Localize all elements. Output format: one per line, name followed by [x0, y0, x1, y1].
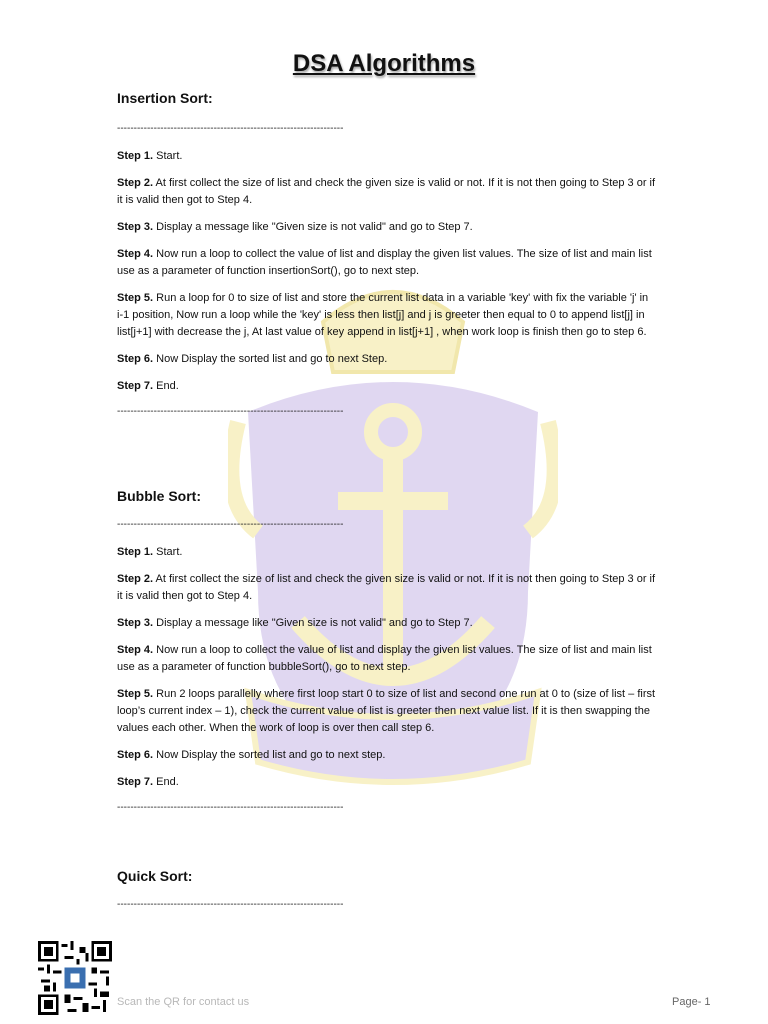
- step-label: Step 6.: [117, 749, 154, 761]
- step-text: Display a message like "Given size is not valid" and go to Step 7.: [156, 617, 473, 629]
- step-text: End.: [156, 380, 179, 392]
- step-item: [117, 774, 657, 791]
- step-text: At first collect the size of list and check the given size is valid or not. If it is not then going to Step 3 or if it is valid then got to Step 4.: [117, 177, 656, 206]
- step-item: [117, 351, 657, 368]
- step-text: Now Display the sorted list and go to next step.: [156, 749, 386, 761]
- step-item: [117, 175, 657, 209]
- qr-code-icon[interactable]: [38, 941, 112, 1015]
- bubble-sort-section: [117, 488, 657, 815]
- step-item: [117, 642, 657, 676]
- step-label: Step 7.: [117, 380, 154, 392]
- step-item: [117, 747, 657, 764]
- step-text: Run 2 loops parallelly where first loop start 0 to size of list and second one run at 0 to (size of list – first loop’s current index – 1), check the current value of list is greeter then next value list. If it is then swapping the values each other. When the work of loop is over then call step 6.: [117, 688, 656, 734]
- separator-line: --------------------------------------------------------------------: [117, 406, 344, 417]
- step-label: Step 1.: [117, 150, 154, 162]
- step-text: Start.: [156, 150, 183, 162]
- step-label: Step 1.: [117, 546, 154, 558]
- step-label: Step 3.: [117, 617, 154, 629]
- step-item: [117, 571, 657, 605]
- step-label: Step 4.: [117, 644, 154, 656]
- qr-contact-note: Scan the QR for contact us: [117, 996, 250, 1008]
- step-label: Step 7.: [117, 776, 154, 788]
- step-label: Step 4.: [117, 248, 154, 260]
- step-item: [117, 148, 657, 165]
- separator-line: --------------------------------------------------------------------: [117, 123, 344, 134]
- insertion-sort-heading: Insertion Sort:: [117, 90, 213, 106]
- step-label: Step 2.: [117, 573, 154, 585]
- step-item: [117, 246, 657, 280]
- page-number: Page- 1: [672, 996, 711, 1008]
- step-item: [117, 544, 657, 561]
- step-label: Step 2.: [117, 177, 154, 189]
- insertion-sort-section: [117, 90, 657, 419]
- step-label: Step 5.: [117, 688, 154, 700]
- step-text: Display a message like "Given size is not valid" and go to Step 7.: [156, 221, 473, 233]
- step-text: Run a loop for 0 to size of list and store the current list data in a variable 'key' with fix the variable 'j' in i-1 position, Now run a loop while the 'key' is less then list[j] and j is greeter then equal to 0 to append list[j] in list[j+1] with decrease the j, At last value of key append in list[j+1] , when work loop is finish then go to step 6.: [117, 292, 649, 338]
- quick-sort-heading: Quick Sort:: [117, 868, 193, 884]
- step-label: Step 6.: [117, 353, 154, 365]
- step-item: [117, 378, 657, 395]
- step-text: Now run a loop to collect the value of list and display the given list values. The size of list and main list use as a parameter of function bubbleSort(), go to next step.: [117, 644, 652, 673]
- page-title: DSA Algorithms: [292, 50, 476, 78]
- step-text: Now Display the sorted list and go to next Step.: [156, 353, 388, 365]
- step-item: [117, 686, 657, 737]
- bubble-sort-heading: Bubble Sort:: [117, 488, 201, 504]
- step-text: End.: [156, 776, 179, 788]
- step-text: At first collect the size of list and check the given size is valid or not. If it is not then going to Step 3 or if it is valid then got to Step 4.: [117, 573, 656, 602]
- quick-sort-section: [117, 868, 657, 912]
- separator-line: --------------------------------------------------------------------: [117, 519, 344, 530]
- step-item: [117, 219, 657, 236]
- step-text: Now run a loop to collect the value of list and display the given list values. The size of list and main list use as a parameter of function insertionSort(), go to next step.: [117, 248, 652, 277]
- separator-line: --------------------------------------------------------------------: [117, 899, 344, 910]
- step-label: Step 5.: [117, 292, 154, 304]
- step-label: Step 3.: [117, 221, 154, 233]
- step-text: Start.: [156, 546, 183, 558]
- step-item: [117, 615, 657, 632]
- separator-line: --------------------------------------------------------------------: [117, 802, 344, 813]
- step-item: [117, 290, 657, 341]
